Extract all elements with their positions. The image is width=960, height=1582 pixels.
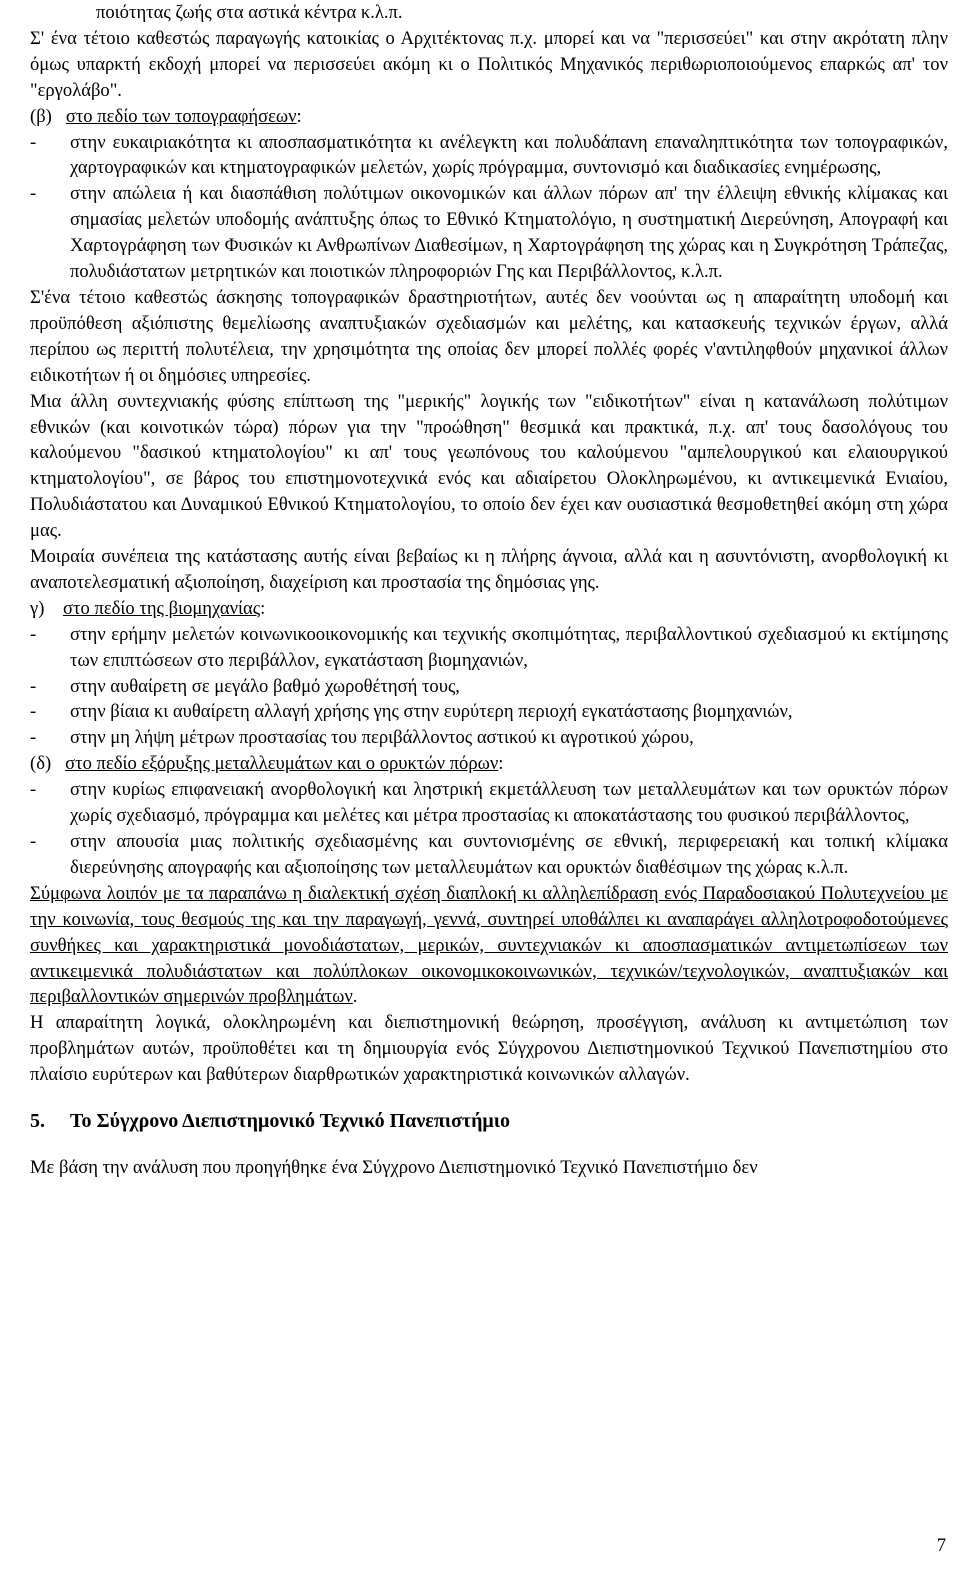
section-title: Το Σύγχρονο Διεπιστημονικό Τεχνικό Πανεπιστήμιο <box>70 1110 510 1133</box>
list-item-text: στην απουσία μιας πολιτικής σχεδιασμένης και συντονισμένης σε εθνική, περιφερειακή και τοπική κλίμακα διερεύνησης απογραφής και αξιοποίησης των μεταλλευμάτων και ορυκτών διαθέσιμων της χώρας κ.λ.π. <box>70 831 948 878</box>
colon: : <box>498 753 504 775</box>
subsection-heading-b <box>30 104 948 130</box>
paragraph: Σ'ένα τέτοιο καθεστώς άσκησης τοπογραφικών δραστηριοτήτων, αυτές δεν νοούνται ως η απαραίτητη υποδομή και προϋπόθεση αξιόπιστης θεμελίωσης αναπτυξιακών σχεδιασμών και μελέτης, και κατασκευής τεχνικών έργων, αλλά περίπου ως περιττή πολυτέλεια, την χρησιμότητα της οποίας δεν μπορεί πολλές φορές ν'αντιληφθούν μηχανικοί άλλων ειδικοτήτων ή οι δημόσιες υπηρεσίες. <box>30 286 948 386</box>
paragraph: Με βάση την ανάλυση που προηγήθηκε ένα Σύγχρονο Διεπιστημονικό Τεχνικό Πανεπιστήμιο δεν <box>30 1157 758 1179</box>
list-item <box>30 130 948 182</box>
list-item-text: στην απώλεια ή και διασπάθιση πολύτιμων οικονομικών και άλλων πόρων απ' την έλλειψη εθνικής κλίμακας και σημασίας μελετών υποδομής ανάπτυξης όπως το Εθνικό Κτηματολόγιο, η συστηματική Διερεύνηση, Απογραφή και Χαρτογράφηση των Φυσικών κι Ανθρωπίνων Διαθεσίμων, η Χαρτογράφηση της χώρας και η Συγκρότηση Τράπεζας, πολυδιάστατων μετρητικών και ποιοτικών πληροφοριών Γης και Περιβάλλοντος, κ.λ.π. <box>70 183 948 283</box>
dash-bullet: - <box>30 623 37 645</box>
paragraph: Μια άλλη συντεχνιακής φύσης επίπτωση της "μερικής" λογικής των "ειδικοτήτων" είναι η κατανάλωση πολύτιμων εθνικών (και κοινοτικών τώρα) πόρων για την "προώθηση" θεσμικά και πρακτικά, π.χ. απ' τους δασολόγους του καλούμενου "δασικού κτηματολογίου" κι απ' τους γεωπόνους του καλούμενου "αμπελουργικού και ελαιουργικού κτηματολογίου", σε βάρος του επιστημονοτεχνικά ενός και αδιαίρετου Ολοκληρωμένου, κι αντικειμενικά Ενιαίου, Πολυδιάστατου και Δυναμικού Εθνικού Κτηματολογίου, το οποίο δεν έχει καν ουσιαστικά θεσμοθετηθεί ακόμη στη χώρα μας. <box>30 390 948 542</box>
subsection-label: γ) <box>30 597 45 619</box>
list-item-text: στην αυθαίρετη σε μεγάλο βαθμό χωροθέτησή τους, <box>70 675 460 697</box>
list-item <box>30 829 948 881</box>
subsection-title: στο πεδίο της βιομηχανίας <box>63 597 261 619</box>
list-item-text: στην μη λήψη μέτρων προστασίας του περιβάλλοντος αστικού κι αγροτικού χώρου, <box>70 727 694 749</box>
section-number: 5. <box>30 1110 45 1133</box>
document-page <box>30 0 948 1181</box>
subsection-label: (β) <box>30 105 52 127</box>
period: . <box>352 986 358 1008</box>
dash-bullet: - <box>30 727 37 749</box>
dash-bullet: - <box>30 131 37 153</box>
subsection-title: στο πεδίο εξόρυξης μεταλλευμάτων και ο ορυκτών πόρων <box>65 753 499 775</box>
list-item <box>30 674 948 700</box>
dash-bullet: - <box>30 701 37 723</box>
list-item <box>30 777 948 829</box>
list-item <box>30 181 948 285</box>
list-item-text: στην ευκαιριακότητα κι αποσπασματικότητα κι ανέλεγκτη και πολυδάπανη επαναληπτικότητα των τοπογραφικών, χαρτογραφικών και κτηματογραφικών μελετών, χωρίς πρόγραμμα, συντονισμό και διαδικασίες ενημέρωσης, <box>70 131 948 179</box>
subsection-label: (δ) <box>30 753 52 775</box>
paragraph: Η απαραίτητη λογικά, ολοκληρωμένη και διεπιστημονική θεώρηση, προσέγγιση, ανάλυση κι αντιμετώπιση των προβλημάτων αυτών, προϋποθέτει και τη δημιουργία ενός Σύγχρονου Διεπιστημονικού Τεχνικού Πανεπιστημίου στο πλαίσιο ευρύτερων και βαθύτερων διαρθρωτικών χαρακτηριστικά κοινωνικών αλλαγών. <box>30 1012 948 1086</box>
list-item-text: στην ερήμην μελετών κοινωνικοοικονομικής και τεχνικής σκοπιμότητας, περιβαλλοντικού σχεδιασμού κι εκτίμησης των επιπτώσεων στο περιβάλλον, εγκατάσταση βιομηχανιών, <box>70 623 948 671</box>
dash-bullet: - <box>30 183 37 205</box>
subsection-heading-c <box>30 596 948 622</box>
subsection-heading-d <box>30 751 948 777</box>
list-item-text: στην κυρίως επιφανειακή ανορθολογική και ληστρική εκμετάλλευση των μεταλλευμάτων και των ορυκτών πόρων χωρίς σχεδιασμό, πρόγραμμα και μελέτες και μέτρα προστασίας κι αποκατάστασης του φυσικού περιβάλλοντος, <box>70 779 948 827</box>
section-heading <box>30 1110 948 1133</box>
list-item <box>30 622 948 674</box>
paragraph-underlined <box>30 881 948 1011</box>
list-item <box>30 725 948 751</box>
dash-bullet: - <box>30 831 37 852</box>
colon: : <box>260 597 266 619</box>
paragraph: Σ' ένα τέτοιο καθεστώς παραγωγής κατοικίας ο Αρχιτέκτονας π.χ. μπορεί και να "περισσεύει" και στην ακρότατη πλην όμως υπαρκτή εκδοχή μπορεί να περισσεύει ακόμη κι ο Πολιτικός Μηχανικός περιθωριοποιούμενος επαρκώς απ' τον "εργολάβο". <box>30 27 948 101</box>
subsection-title: στο πεδίο των τοπογραφήσεων <box>65 105 297 127</box>
dash-bullet: - <box>30 675 37 697</box>
paragraph: Μοιραία συνέπεια της κατάστασης αυτής είναι βεβαίως κι η πλήρης άγνοια, αλλά και η ασυντόνιστη, ανορθολογική κι αναποτελεσματική αξιοποίηση, διαχείριση και προστασία της δημόσιας γης. <box>30 546 948 593</box>
list-item <box>30 699 948 725</box>
list-item-text: στην βίαια κι αυθαίρετη αλλαγή χρήσης γης στην ευρύτερη περιοχή εγκατάστασης βιομηχανιών, <box>70 701 793 723</box>
dash-bullet: - <box>30 779 37 801</box>
page-number: 7 <box>936 1535 946 1556</box>
paragraph-fragment: ποιότητας ζωής στα αστικά κέντρα κ.λ.π. <box>96 2 403 23</box>
colon: : <box>296 105 302 127</box>
underlined-text: Σύμφωνα λοιπόν με τα παραπάνω η διαλεκτική σχέση διαπλοκή κι αλληλεπίδραση ενός Παραδοσιακού Πολυτεχνείου με την κοινωνία, τους θεσμούς της και την παραγωγή, γεννά, συντηρεί υποθάλπει κι αναπαράγει αλληλοτροφοδοτούμενες συνθήκες και χαρακτηριστικά μονοδιάστατων, μερικών, συντεχνιακών κι αποσπασματικών αντιμετωπίσεων των αντικειμενικά πολυδιάστατων και πολύπλοκων οικονομικοκοινωνικών, τεχνικών/τεχνολογικών, αναπτυξιακών και περιβαλλοντικών σημερινών προβλημάτων <box>30 882 948 1008</box>
